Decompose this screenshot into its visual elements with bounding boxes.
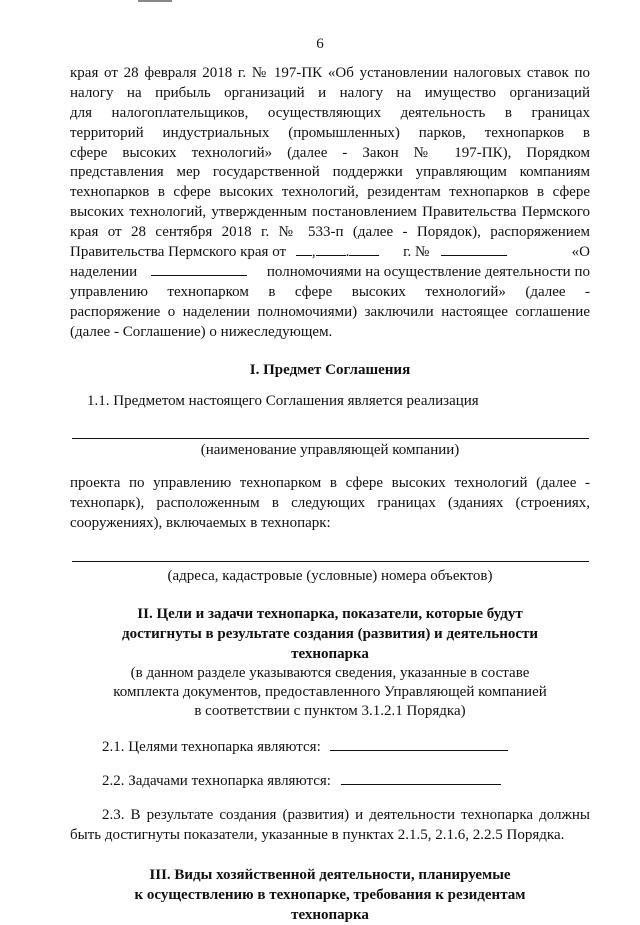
company-blank[interactable] [151,263,247,276]
tasks-blank[interactable] [341,772,501,785]
page-number: 6 [316,36,324,52]
section-3-heading: III. Виды хозяйственной деятельности, планируемые к осуществлению в технопарке, требования к резидентам технопарка [134,866,526,923]
intro-line: технопарков в сфере высоких технологий, резидентам технопарков в сфере [70,184,590,201]
addresses-field[interactable] [72,534,589,562]
intro-line: края от 28 февраля 2018 г. № 197-ПК «Об установлении налоговых ставок по [70,65,590,81]
clause-2-2: 2.2. Задачами технопарка являются: [70,771,590,791]
intro-line-authority: наделении полномочиями на осуществление деятельности по [70,263,590,280]
intro-line: представления мер государственной поддержки управляющим компаниям [70,164,590,181]
scan-mark [138,0,172,2]
intro-line: налогу на прибыль организаций и налогу на имущество организаций [70,84,590,101]
clause-2-3: 2.3. В результате создания (развития) и деятельности технопарка должны быть достигнуты показатели, указанные в пунктах 2.1.5, 2.1.6, 2.2.5 Порядка. [70,807,590,844]
intro-line: (далее - Соглашение) о нижеследующем. [70,323,333,340]
month-blank[interactable] [316,243,346,256]
clause-line: проекта по управлению технопарком в сфере высоких технологий (далее - [70,475,590,492]
section-2-note: (в данном разделе указываются сведения, указанные в составе комплекта документов, предоставленного Управляющей компанией в соответствии с пунктом 3.1.2.1 Порядка) [113,665,547,720]
intro-paragraph [70,64,590,342]
intro-line: сфере высоких технологий» (далее - Закон № 197-ПК), Порядком [70,144,590,161]
year-blank[interactable] [349,243,379,256]
clause-line: сооружениях), включаемых в технопарк: [70,515,331,532]
clause-2-1: 2.1. Целями технопарка являются: [70,737,590,757]
day-blank[interactable] [296,243,312,256]
goals-blank[interactable] [330,738,508,751]
addresses-caption: (адреса, кадастровые (условные) номера объектов) [167,568,493,585]
intro-line: распоряжение о наделении полномочиями) заключили настоящее соглашение [70,303,590,320]
intro-line: территорий индустриальных (промышленных) парков, технопарков в [70,124,590,141]
intro-line: для налогоплательщиков, осуществляющих деятельность в границах [70,104,590,121]
clause-1-1-continuation [70,474,590,534]
clause-line: технопарк), расположенным в следующих границах (зданиях (строениях, [70,495,590,512]
document-body [70,64,590,925]
company-name-caption: (наименование управляющей компании) [200,442,460,459]
intro-line: управлению технопарком в сфере высоких технологий» (далее - [70,283,590,300]
section-2-heading: II. Цели и задачи технопарка, показатели, которые будут достигнуты в результате создания (развития) и деятельности технопарка [121,606,538,663]
order-number-blank[interactable] [441,243,507,256]
company-name-field[interactable] [72,411,589,439]
intro-line: края от 28 сентября 2018 г. № 533-п (далее - Порядок), распоряжением [70,224,590,241]
intro-line-date: Правительства Пермского края от , . г. № «О [70,244,590,261]
section-1-heading: I. Предмет Соглашения [249,362,411,379]
clause-1-1: 1.1. Предметом настоящего Соглашения является реализация [87,393,479,410]
intro-line: высоких технологий, утвержденным постановлением Правительства Пермского [70,204,590,221]
